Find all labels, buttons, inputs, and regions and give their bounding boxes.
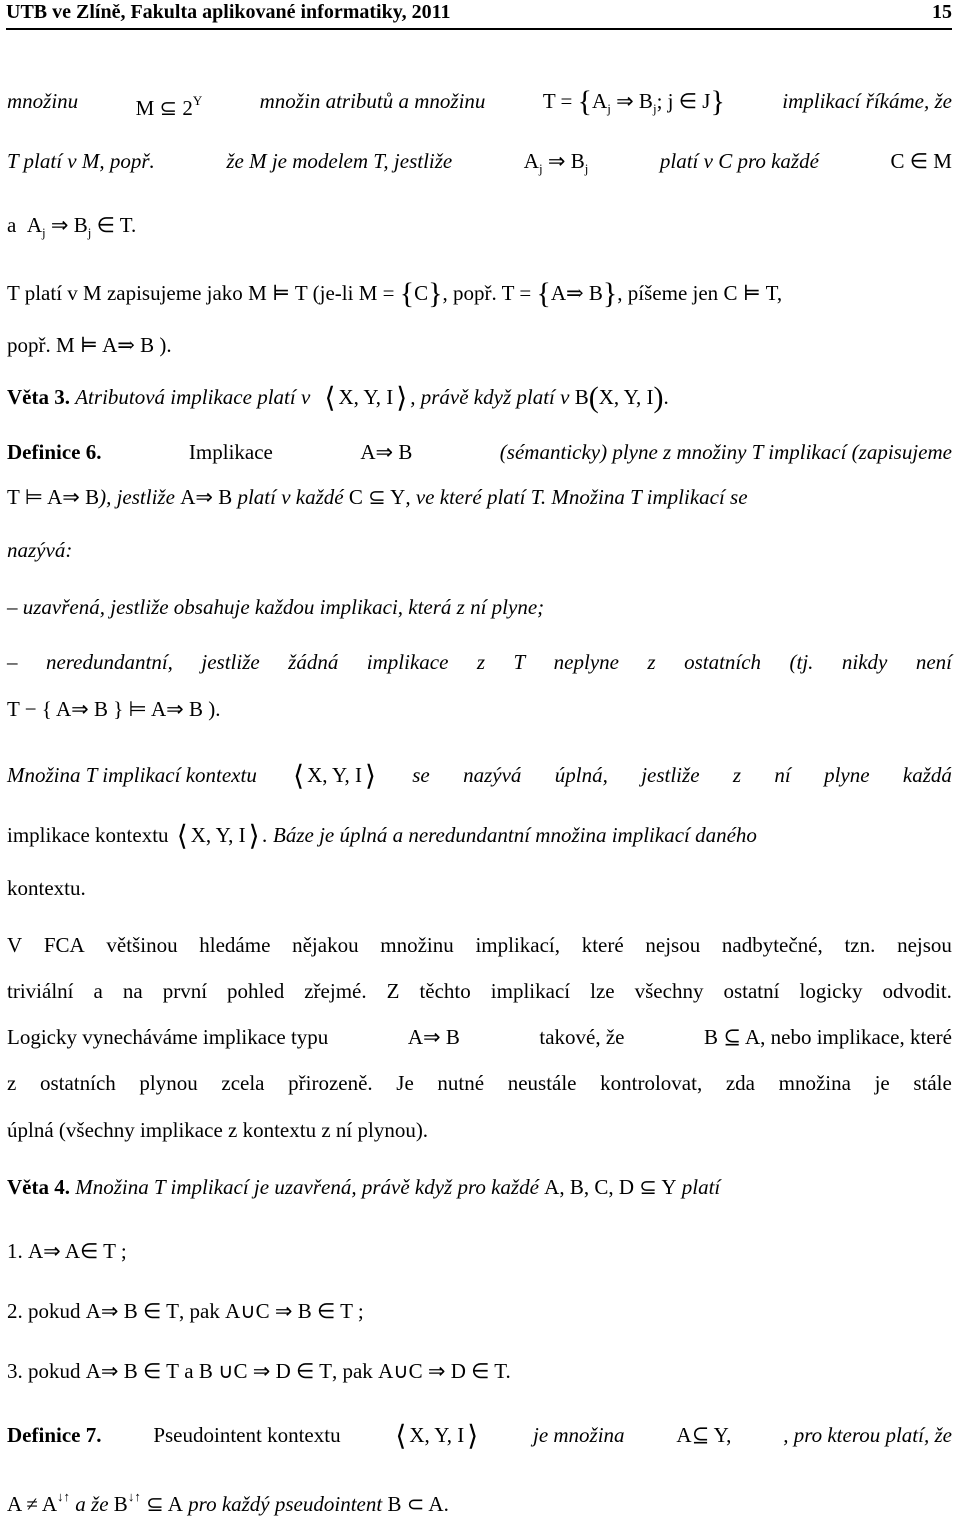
text: – uzavřená, jestliže obsahuje každou implikaci, která z ní plyne; (7, 595, 545, 619)
word: žádná (288, 650, 339, 674)
text: , právě když platí v (410, 385, 570, 409)
word: nějakou (292, 933, 359, 957)
word: a (93, 979, 103, 1003)
math: A∪C ⇒ D ∈ T. (378, 1359, 511, 1383)
text: Množina T implikací se (551, 485, 748, 509)
word: většinou (106, 933, 178, 957)
math: T − { A⇒ B } ⊨ A⇒ B ). (7, 697, 221, 721)
text: T platí v M, popř. (7, 149, 155, 173)
word: není (915, 650, 952, 674)
word: lze (590, 979, 615, 1003)
text-line (7, 1482, 952, 1516)
word: z (647, 650, 656, 674)
word: pohled (227, 979, 285, 1003)
word: úplná, (554, 763, 608, 787)
text: ), jestliže (99, 485, 175, 509)
list-item (7, 1356, 952, 1386)
math: M ⊨ A⇒ B ). (56, 333, 172, 357)
math: A⇒ B ∈ T (85, 1299, 180, 1323)
math: C ∈ M (890, 149, 952, 173)
word: množinu (380, 933, 454, 957)
math: A ≠ A↓↑ (7, 1489, 71, 1516)
word: neplyne (553, 650, 619, 674)
word: z (476, 650, 486, 674)
theorem-4 (7, 1172, 952, 1202)
math: A⇒ B (180, 485, 233, 509)
text-line (7, 535, 952, 565)
word: logicky (799, 979, 863, 1003)
text: popř. (7, 333, 51, 357)
text: 3. pokud (7, 1359, 81, 1383)
word: nikdy (841, 650, 888, 674)
paragraph-line (7, 1022, 952, 1052)
list-item (7, 592, 952, 622)
math: A⇒ A∈ T ; (28, 1239, 127, 1263)
math: ⟨ X, Y, I ⟩ (324, 383, 408, 414)
paragraph-line (7, 1115, 952, 1145)
definition-7 (7, 1420, 952, 1450)
math: B ⊆ A, nebo implikace, které (704, 1025, 952, 1049)
text: Implikace (188, 440, 273, 464)
text: 1. (7, 1239, 23, 1263)
word: množina (778, 1071, 851, 1095)
word: přirozeně. (288, 1071, 373, 1095)
math: T ⊨ A⇒ B (7, 485, 100, 509)
word: implikací (490, 979, 571, 1003)
word: jestliže (201, 650, 260, 674)
math: B↓↑ ⊆ A (113, 1489, 183, 1516)
text: (sémanticky) plyne z množiny T implikací (zapisujeme (499, 440, 952, 464)
text: platí v každé (237, 485, 344, 509)
math: B(X, Y, I). (574, 381, 669, 414)
math: C ⊨ T, (723, 281, 783, 305)
math: ⟨ X, Y, I ⟩ (293, 761, 376, 792)
math: $A_j$ ⇒ $B_j$ (523, 149, 589, 176)
word: zda (725, 1071, 755, 1095)
text: , píšeme jen (617, 281, 719, 305)
text: Množina T implikací kontextu (7, 763, 257, 787)
word: nutné (437, 1071, 485, 1095)
text: platí v C pro každé (659, 149, 819, 173)
word: nejsou (645, 933, 701, 957)
math: B ∪C ⇒ D ∈ T (198, 1359, 332, 1383)
text: 2. pokud (7, 1299, 81, 1323)
text: Množina T implikací je uzavřená, právě když pro každé (75, 1175, 539, 1199)
math: $T = \{A_j$ ⇒ $B_j$; j ∈ J} (542, 85, 725, 118)
math: A, B, C, D ⊆ Y (544, 1175, 677, 1199)
text: , pak (179, 1299, 220, 1323)
math: A⇒ B (407, 1025, 460, 1049)
text-line (7, 210, 952, 240)
text: úplná (všechny implikace z kontextu z ní plynou). (7, 1118, 429, 1142)
word: hledáme (199, 933, 271, 957)
text-line (7, 820, 952, 850)
word: které (581, 933, 624, 957)
math: M = {C} (358, 277, 443, 310)
text: , ve které platí T. (405, 485, 547, 509)
text: a (7, 213, 17, 237)
text: že M je modelem T, jestliže (226, 149, 453, 173)
word: zřejmé. (304, 979, 367, 1003)
theorem-label: Věta 4. (7, 1175, 70, 1199)
word: odvodit. (882, 979, 952, 1003)
text: množinu (7, 89, 79, 113)
text-line (7, 694, 952, 724)
text: a že (75, 1492, 109, 1516)
theorem-3 (7, 382, 952, 412)
math: A⇒ B (360, 440, 413, 464)
word: zcela (221, 1071, 265, 1095)
word: se (412, 763, 430, 787)
word: ostatní (723, 979, 780, 1003)
list-item (7, 1236, 952, 1266)
text: Pseudointent kontextu (153, 1423, 341, 1447)
text: takové, že (539, 1025, 625, 1049)
text-line (7, 146, 952, 176)
word: ostatních (684, 650, 762, 674)
word: tzn. (844, 933, 876, 957)
paragraph-line (7, 976, 952, 1006)
word: T (513, 650, 526, 674)
word: z (732, 763, 742, 787)
word: neredundantní, (45, 650, 173, 674)
math: T = {A⇒ B} (501, 277, 618, 310)
text: (je-li (312, 281, 354, 305)
word: FCA (43, 933, 85, 957)
word: každá (902, 763, 952, 787)
word: V (7, 933, 23, 957)
page-header (6, 0, 952, 30)
text: Logicky vynecháváme implikace typu (7, 1025, 329, 1049)
text: , pro kterou platí, že (783, 1423, 952, 1447)
theorem-label: Věta 3. (7, 385, 70, 409)
text-line (7, 482, 952, 512)
math: C ⊆ Y (348, 485, 406, 509)
list-item (7, 1296, 952, 1326)
definition-label: Definice 7. (7, 1423, 102, 1447)
text: kontextu. (7, 876, 86, 900)
word: Z (386, 979, 400, 1003)
word: je (874, 1071, 890, 1095)
paragraph-line (7, 1068, 952, 1098)
word: implikací, (475, 933, 561, 957)
text-line (7, 760, 952, 790)
page-number: 15 (932, 1, 952, 23)
text: implikace kontextu (7, 823, 169, 847)
word: plyne (824, 763, 870, 787)
word: Je (396, 1071, 414, 1095)
text: je množina (532, 1423, 625, 1447)
word: – (7, 650, 18, 674)
word: první (162, 979, 208, 1003)
text: . Báze je úplná a neredundantní množina implikací daného (262, 823, 757, 847)
text-line: T platí v M zapisujeme jako M ⊨ T (je-li M = {C}, popř. T = {A⇒ B}, píšeme jen C ⊨ T, (7, 277, 783, 310)
word: z (7, 1071, 17, 1095)
math: A⇒ B ∈ T (85, 1359, 180, 1383)
word: (tj. (789, 650, 814, 674)
math: ⟨ X, Y, I ⟩ (176, 821, 260, 852)
word: plynou (139, 1071, 198, 1095)
math: $A_j$ ⇒ $B_j$ ∈ T. (26, 213, 137, 240)
word: ostatních (39, 1071, 116, 1095)
math: A∪C ⇒ B ∈ T ; (225, 1299, 364, 1323)
word: implikace (366, 650, 449, 674)
math: M ⊆ $2^Y$ (135, 93, 203, 120)
text-line (7, 85, 952, 120)
word: na (122, 979, 143, 1003)
math: M ⊨ T (248, 281, 308, 305)
paragraph-line (7, 930, 952, 960)
math: ⟨ X, Y, I ⟩ (395, 1421, 479, 1452)
definition-6 (7, 437, 952, 467)
text: nazývá: (7, 538, 73, 562)
text: a (184, 1359, 194, 1383)
text: platí (681, 1175, 721, 1199)
word: nazývá (463, 763, 522, 787)
word: těchto (419, 979, 471, 1003)
word: nadbytečné, (721, 933, 823, 957)
text-line (7, 873, 952, 903)
text: implikací říkáme, že (782, 89, 952, 113)
math: B ⊂ A. (387, 1492, 449, 1516)
text-line (7, 330, 952, 360)
text: Atributová implikace platí v (75, 385, 311, 409)
text: pro každý pseudointent (188, 1492, 383, 1516)
text: T platí v M zapisujeme jako (7, 281, 243, 305)
word: kontrolovat, (600, 1071, 703, 1095)
header-title: UTB ve Zlíně, Fakulta aplikované informatiky, 2011 (6, 1, 451, 23)
definition-label: Definice 6. (7, 440, 102, 464)
word: ní (774, 763, 791, 787)
text: množin atributů a množinu (259, 89, 486, 113)
word: nejsou (897, 933, 952, 957)
list-item (7, 647, 952, 677)
word: neustále (507, 1071, 577, 1095)
text: popř. (453, 281, 497, 305)
word: stále (913, 1071, 952, 1095)
word: jestliže (641, 763, 700, 787)
word: všechny (634, 979, 704, 1003)
text: , pak (331, 1359, 373, 1383)
word: triviální (7, 979, 74, 1003)
math: A⊆ Y, (676, 1423, 732, 1447)
